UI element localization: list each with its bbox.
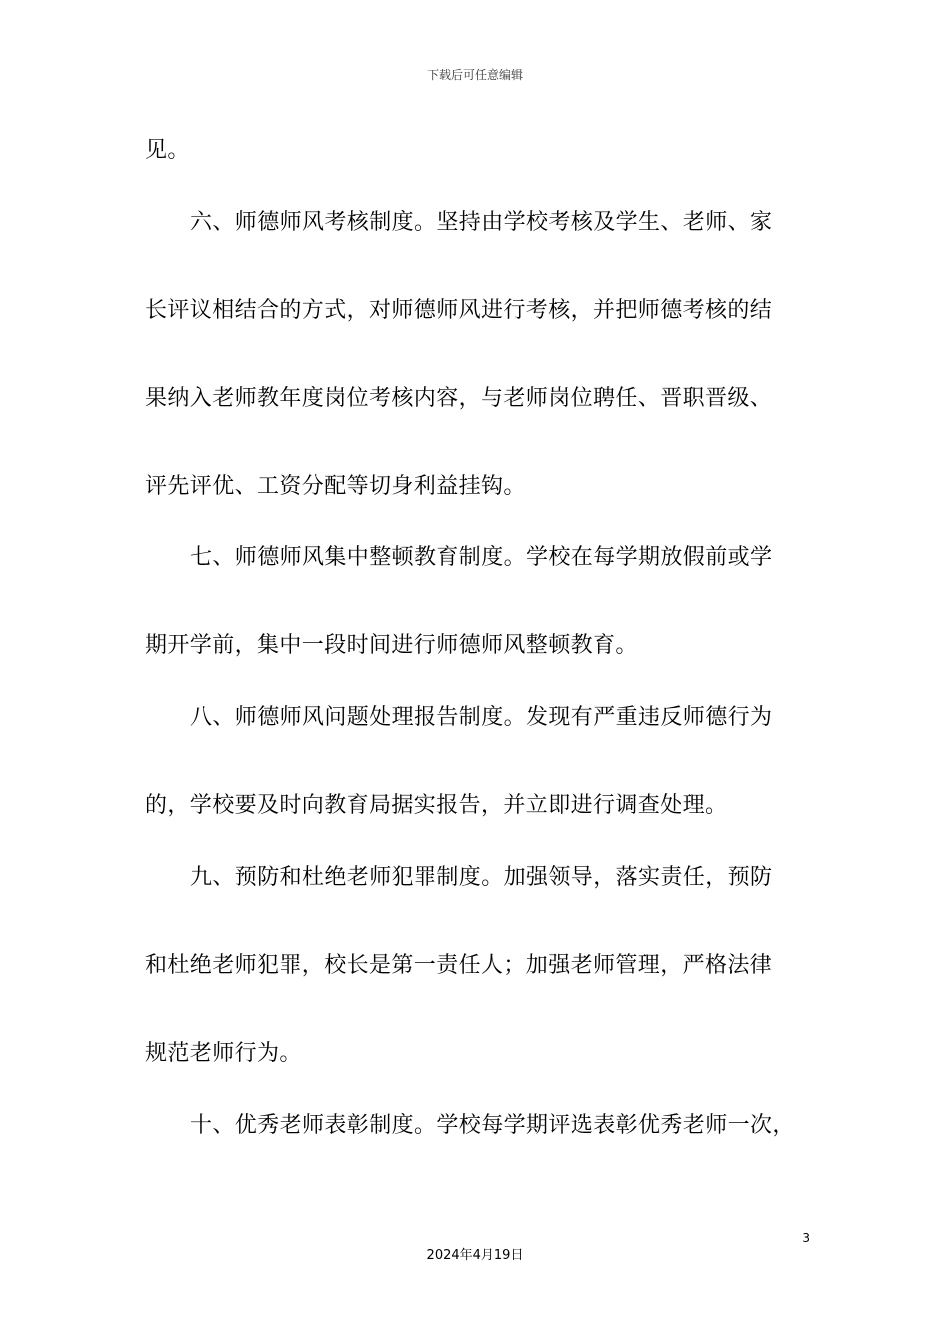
body-line-9: 的，学校要及时向教育局据实报告，并立即进行调查处理。	[145, 793, 728, 818]
page-header: 下载后可任意编辑	[426, 68, 523, 82]
body-line-3: 长评议相结合的方式，对师德师风进行考核，并把师德考核的结	[145, 298, 773, 323]
body-line-7: 期开学前，集中一段时间进行师德师风整顿教育。	[145, 633, 638, 658]
body-line-2: 六、师德师风考核制度。坚持由学校考核及学生、老师、家	[190, 210, 773, 235]
body-line-1: 见。	[145, 138, 190, 163]
body-line-8: 八、师德师风问题处理报告制度。发现有严重违反师德行为	[190, 705, 773, 730]
footer-date: 2024年4月19日	[426, 1248, 524, 1263]
body-line-11: 和杜绝老师犯罪，校长是第一责任人；加强老师管理，严格法律	[145, 953, 773, 978]
body-line-4: 果纳入老师教年度岗位考核内容，与老师岗位聘任、晋职晋级、	[145, 386, 773, 411]
page-number: 3	[802, 1231, 810, 1245]
body-line-6: 七、师德师风集中整顿教育制度。学校在每学期放假前或学	[190, 545, 773, 570]
body-line-12: 规范老师行为。	[145, 1041, 302, 1066]
body-line-13: 十、优秀老师表彰制度。学校每学期评选表彰优秀老师一次，	[190, 1113, 795, 1138]
body-line-5: 评先评优、工资分配等切身利益挂钩。	[145, 474, 526, 499]
body-line-10: 九、预防和杜绝老师犯罪制度。加强领导，落实责任，预防	[190, 865, 773, 890]
